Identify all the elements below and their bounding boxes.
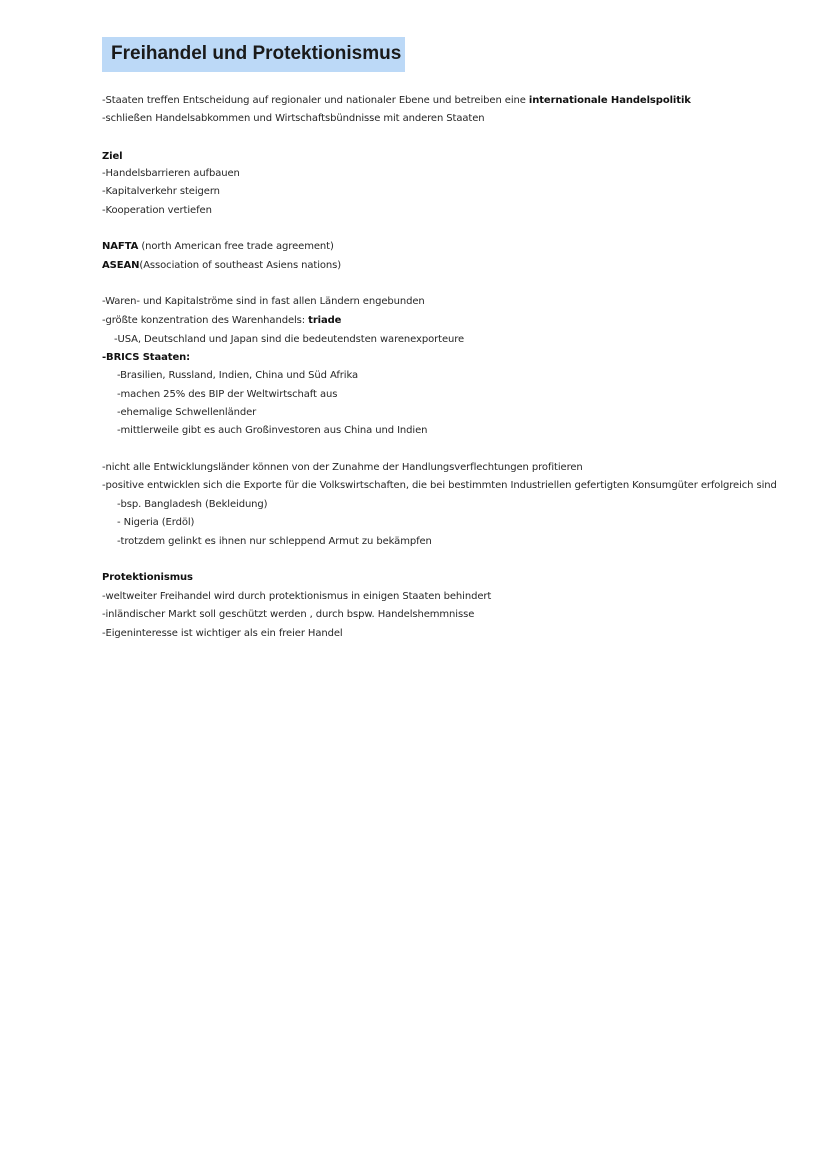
agreement-nafta: NAFTA (north American free trade agreement) [102,241,334,252]
entwicklung-line: -nicht alle Entwicklungsländer können von der Zunahme der Handlungsverflechtungen profitieren [102,462,583,473]
entwicklung-item: - Nigeria (Erdöl) [117,517,195,528]
ziel-item: -Kooperation vertiefen [102,205,212,216]
brics-item: -machen 25% des BIP der Weltwirtschaft aus [117,389,338,400]
title-banner [102,37,405,72]
protektionismus-item: -Eigeninteresse ist wichtiger als ein freier Handel [102,628,343,639]
agreement-asean: ASEAN(Association of southeast Asiens nations) [102,260,342,271]
protektionismus-item: -inländischer Markt soll geschützt werden , durch bspw. Handelshemmnisse [102,609,475,620]
brics-item: -mittlerweile gibt es auch Großinvestoren aus China und Indien [117,425,428,436]
ziel-heading: Ziel [102,151,123,162]
brics-item: -Brasilien, Russland, Indien, China und Süd Afrika [117,370,359,381]
waren-line: -Waren- und Kapitalströme sind in fast allen Ländern engebunden [102,296,425,307]
brics-item: -ehemalige Schwellenländer [117,407,257,418]
page-title: Freihandel und Protektionismus [111,43,402,64]
protektionismus-item: -weltweiter Freihandel wird durch protektionismus in einigen Staaten behindert [102,591,492,602]
entwicklung-item: -trotzdem gelinkt es ihnen nur schleppend Armut zu bekämpfen [117,536,432,547]
intro-line: -Staaten treffen Entscheidung auf regionaler und nationaler Ebene und betreiben eine internationale Handelspolitik [102,95,691,106]
entwicklung-line: -positive entwicklen sich die Exporte für die Volkswirtschaften, die bei bestimmten Industriellen gefertigten Konsumgüter erfolgreich sind [102,480,777,491]
intro-line: -schließen Handelsabkommen und Wirtschaftsbündnisse mit anderen Staaten [102,113,485,124]
ziel-item: -Handelsbarrieren aufbauen [102,168,240,179]
ziel-item: -Kapitalverkehr steigern [102,186,220,197]
waren-line: -USA, Deutschland und Japan sind die bedeutendsten warenexporteure [114,334,465,345]
brics-heading: -BRICS Staaten: [102,352,191,363]
protektionismus-heading: Protektionismus [102,572,193,583]
intro-bold-term: internationale Handelspolitik [528,95,691,106]
waren-line: -größte konzentration des Warenhandels: triade [102,315,342,326]
entwicklung-item: -bsp. Bangladesh (Bekleidung) [117,499,268,510]
